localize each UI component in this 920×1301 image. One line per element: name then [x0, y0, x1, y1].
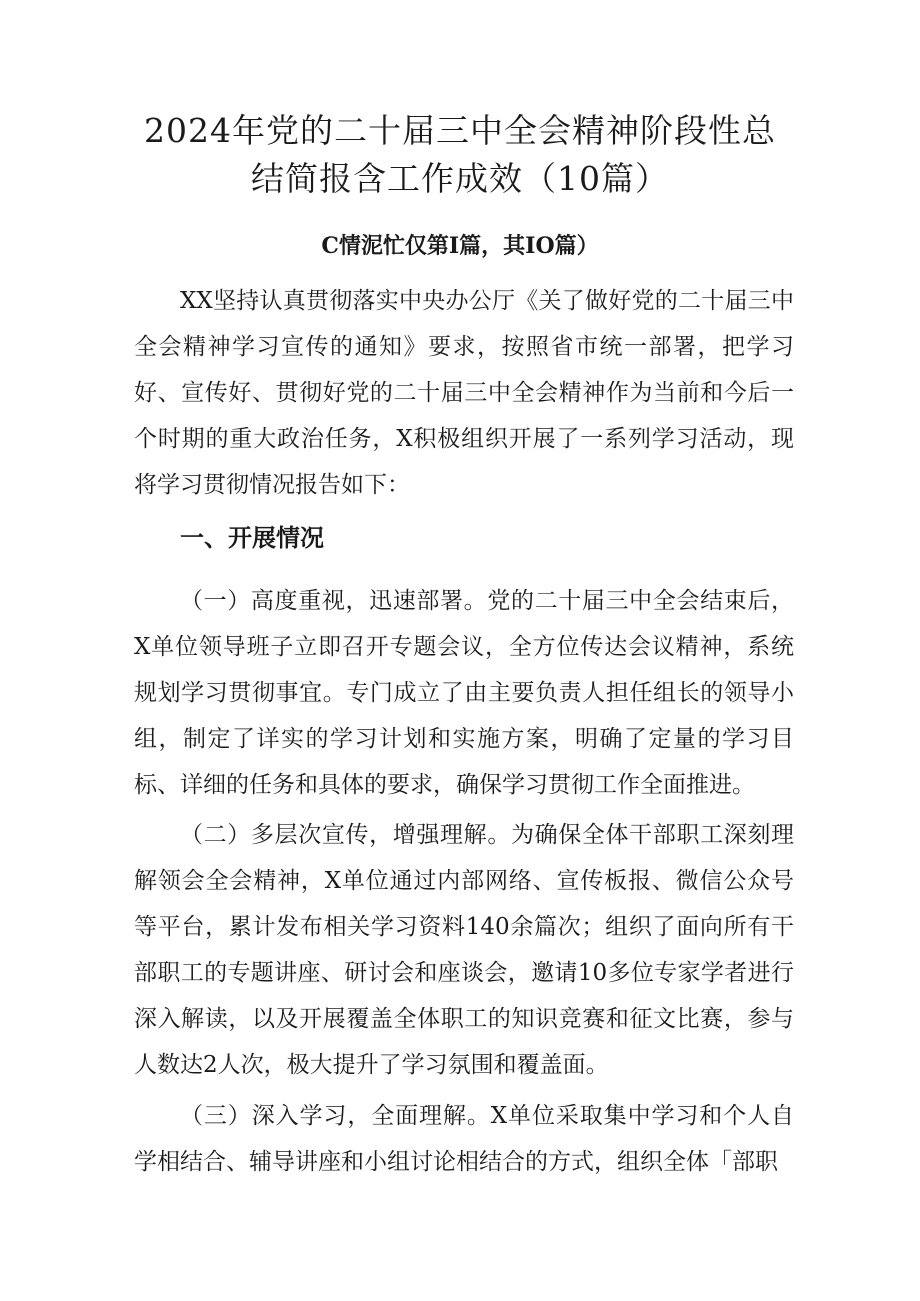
paragraph-2: （二）多层次宣传，增强理解。为确保全体干部职工深刻理解领会全会精神，X单位通过内部网络、宣传板报、微信公众号等平台，累计发布相关学习资料140余篇次；组织了面向所有干部职工的专题讲座、研讨会和座谈会，邀请10多位专家学者进行深入解读，以及开展覆盖全体职工的知识竞赛和征文比赛，参与人数达2人次，极大提升了学习氛围和覆盖面。	[134, 822, 794, 1078]
intro-paragraph: XX坚持认真贯彻落实中央办公厅《关了做好党的二十届三中全会精神学习宣传的通知》要求，按照省市统一部署，把学习好、宣传好、贯彻好党的二十届三中全会精神作为当前和今后一个时期的重大政治任务，X积极组织开展了一系列学习活动，现将学习贯彻情况报告如下：	[134, 288, 794, 498]
document-title-line-1: 2024年党的二十届三中全会精神阶段性总	[144, 111, 776, 150]
document-title-line-2: 结简报含工作成效（10篇）	[251, 159, 669, 198]
document-subtitle: C情泥忙仅第I篇，其IO篇）	[321, 233, 599, 259]
section-heading: 一、开展情况	[180, 523, 324, 552]
paragraph-3: （三）深入学习，全面理解。X单位采取集中学习和个人自学相结合、辅导讲座和小组讨论相结合的方式，组织全体「部职	[134, 1103, 794, 1175]
paragraph-1: （一）高度重视，迅速部署。党的二十届三中全会结束后，X单位领导班子立即召开专题会议，全方位传达会议精神，系统规划学习贯彻事宜。专门成立了由主要负责人担任组长的领导小组，制定了详实的学习计划和实施方案，明确了定量的学习目标、详细的任务和具体的要求，确保学习贯彻工作全面推进。	[134, 588, 794, 798]
